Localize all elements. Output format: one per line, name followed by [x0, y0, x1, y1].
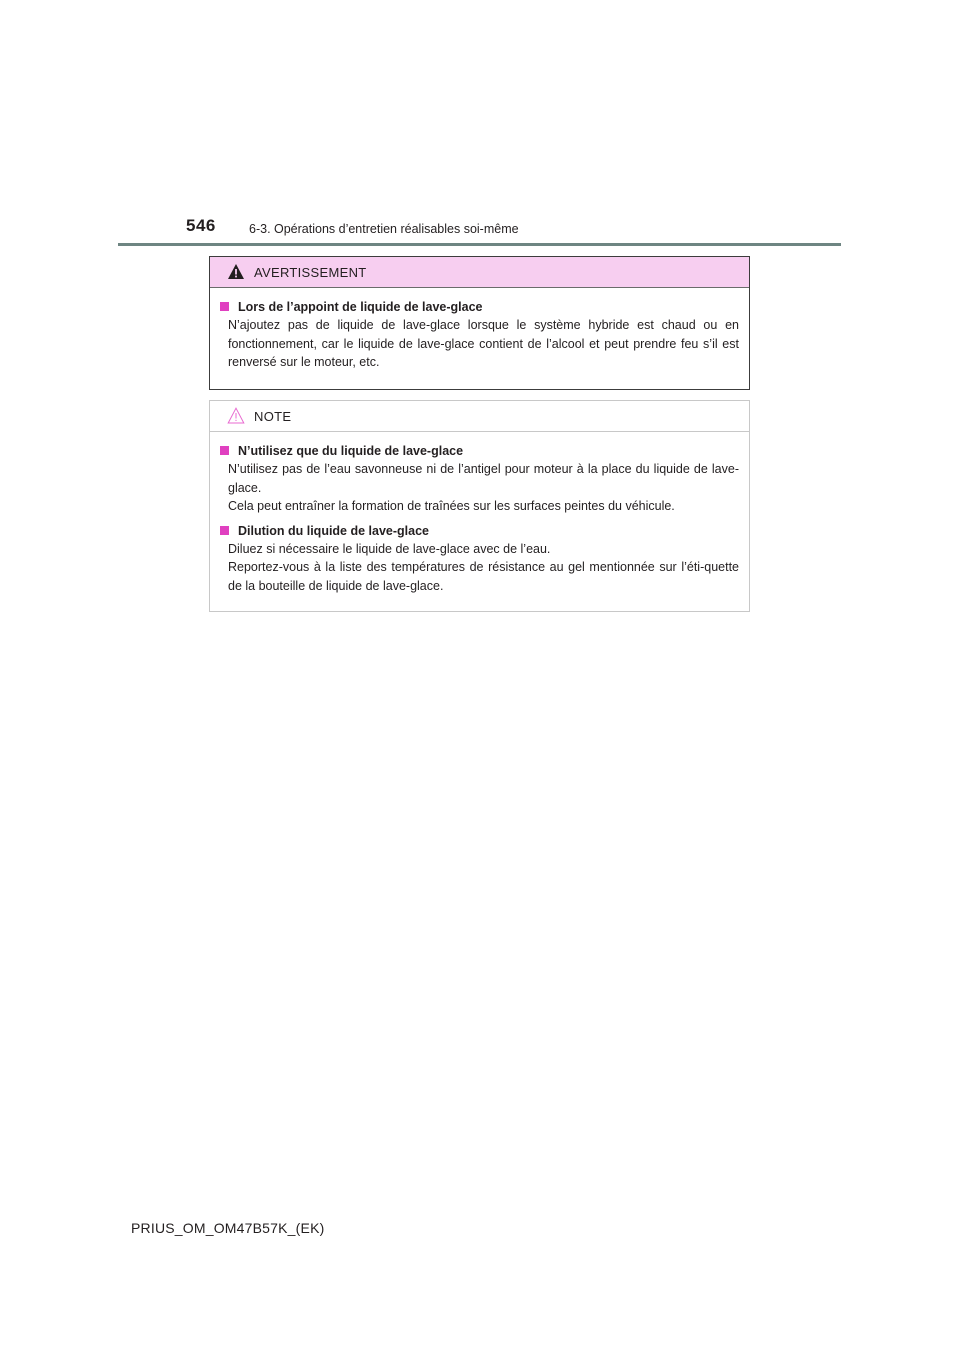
warning-item-paragraph: N’ajoutez pas de liquide de lave-glace lorsque le système hybride est chaud ou en fonctionnement, car le liquide de lave-glace contient de l’alcool et peut prendre feu s’il est renversé sur le moteur, etc. [228, 318, 739, 369]
note-item-paragraph: Cela peut entraîner la formation de traînées sur les surfaces peintes du véhicule. [228, 499, 675, 513]
header-rule [118, 243, 841, 246]
warning-item-text [220, 316, 739, 372]
warning-box [209, 256, 750, 390]
note-item-text [220, 540, 739, 596]
note-item-paragraph: Diluez si nécessaire le liquide de lave-glace avec de l’eau. [228, 541, 551, 556]
note-box [209, 400, 750, 612]
page-number: 546 [186, 216, 216, 235]
note-box-title: NOTE [254, 409, 292, 424]
note-box-header [210, 401, 749, 432]
note-item-paragraph: N’utilisez pas de l’eau savonneuse ni de l’antigel pour moteur à la place du liquide de lave-glace. [228, 462, 739, 495]
note-box-body [210, 432, 749, 595]
warning-item-heading [220, 298, 739, 316]
warning-triangle-icon [227, 263, 245, 280]
note-item-heading-text: Dilution du liquide de lave-glace [238, 523, 429, 538]
section-title: 6-3. Opérations d’entretien réalisables soi-même [249, 222, 519, 236]
bullet-square-icon [220, 302, 229, 311]
caution-triangle-outline-icon [227, 407, 245, 424]
warning-item-heading-text: Lors de l’appoint de liquide de lave-glace [238, 300, 483, 314]
bullet-square-icon [220, 526, 229, 535]
warning-box-header [210, 257, 749, 288]
warning-box-body [210, 288, 749, 372]
warning-box-title: AVERTISSEMENT [254, 265, 367, 280]
note-item-heading [220, 522, 739, 540]
note-item-text [220, 460, 739, 516]
document-code: PRIUS_OM_OM47B57K_(EK) [131, 1220, 325, 1236]
note-item-paragraph: Reportez-vous à la liste des températures de résistance au gel mentionnée sur l’éti-quette de la bouteille de liquide de lave-glace. [228, 560, 739, 593]
note-item-heading-text: N’utilisez que du liquide de lave-glace [238, 444, 464, 458]
bullet-square-icon [220, 446, 229, 455]
note-item-heading [220, 442, 739, 460]
